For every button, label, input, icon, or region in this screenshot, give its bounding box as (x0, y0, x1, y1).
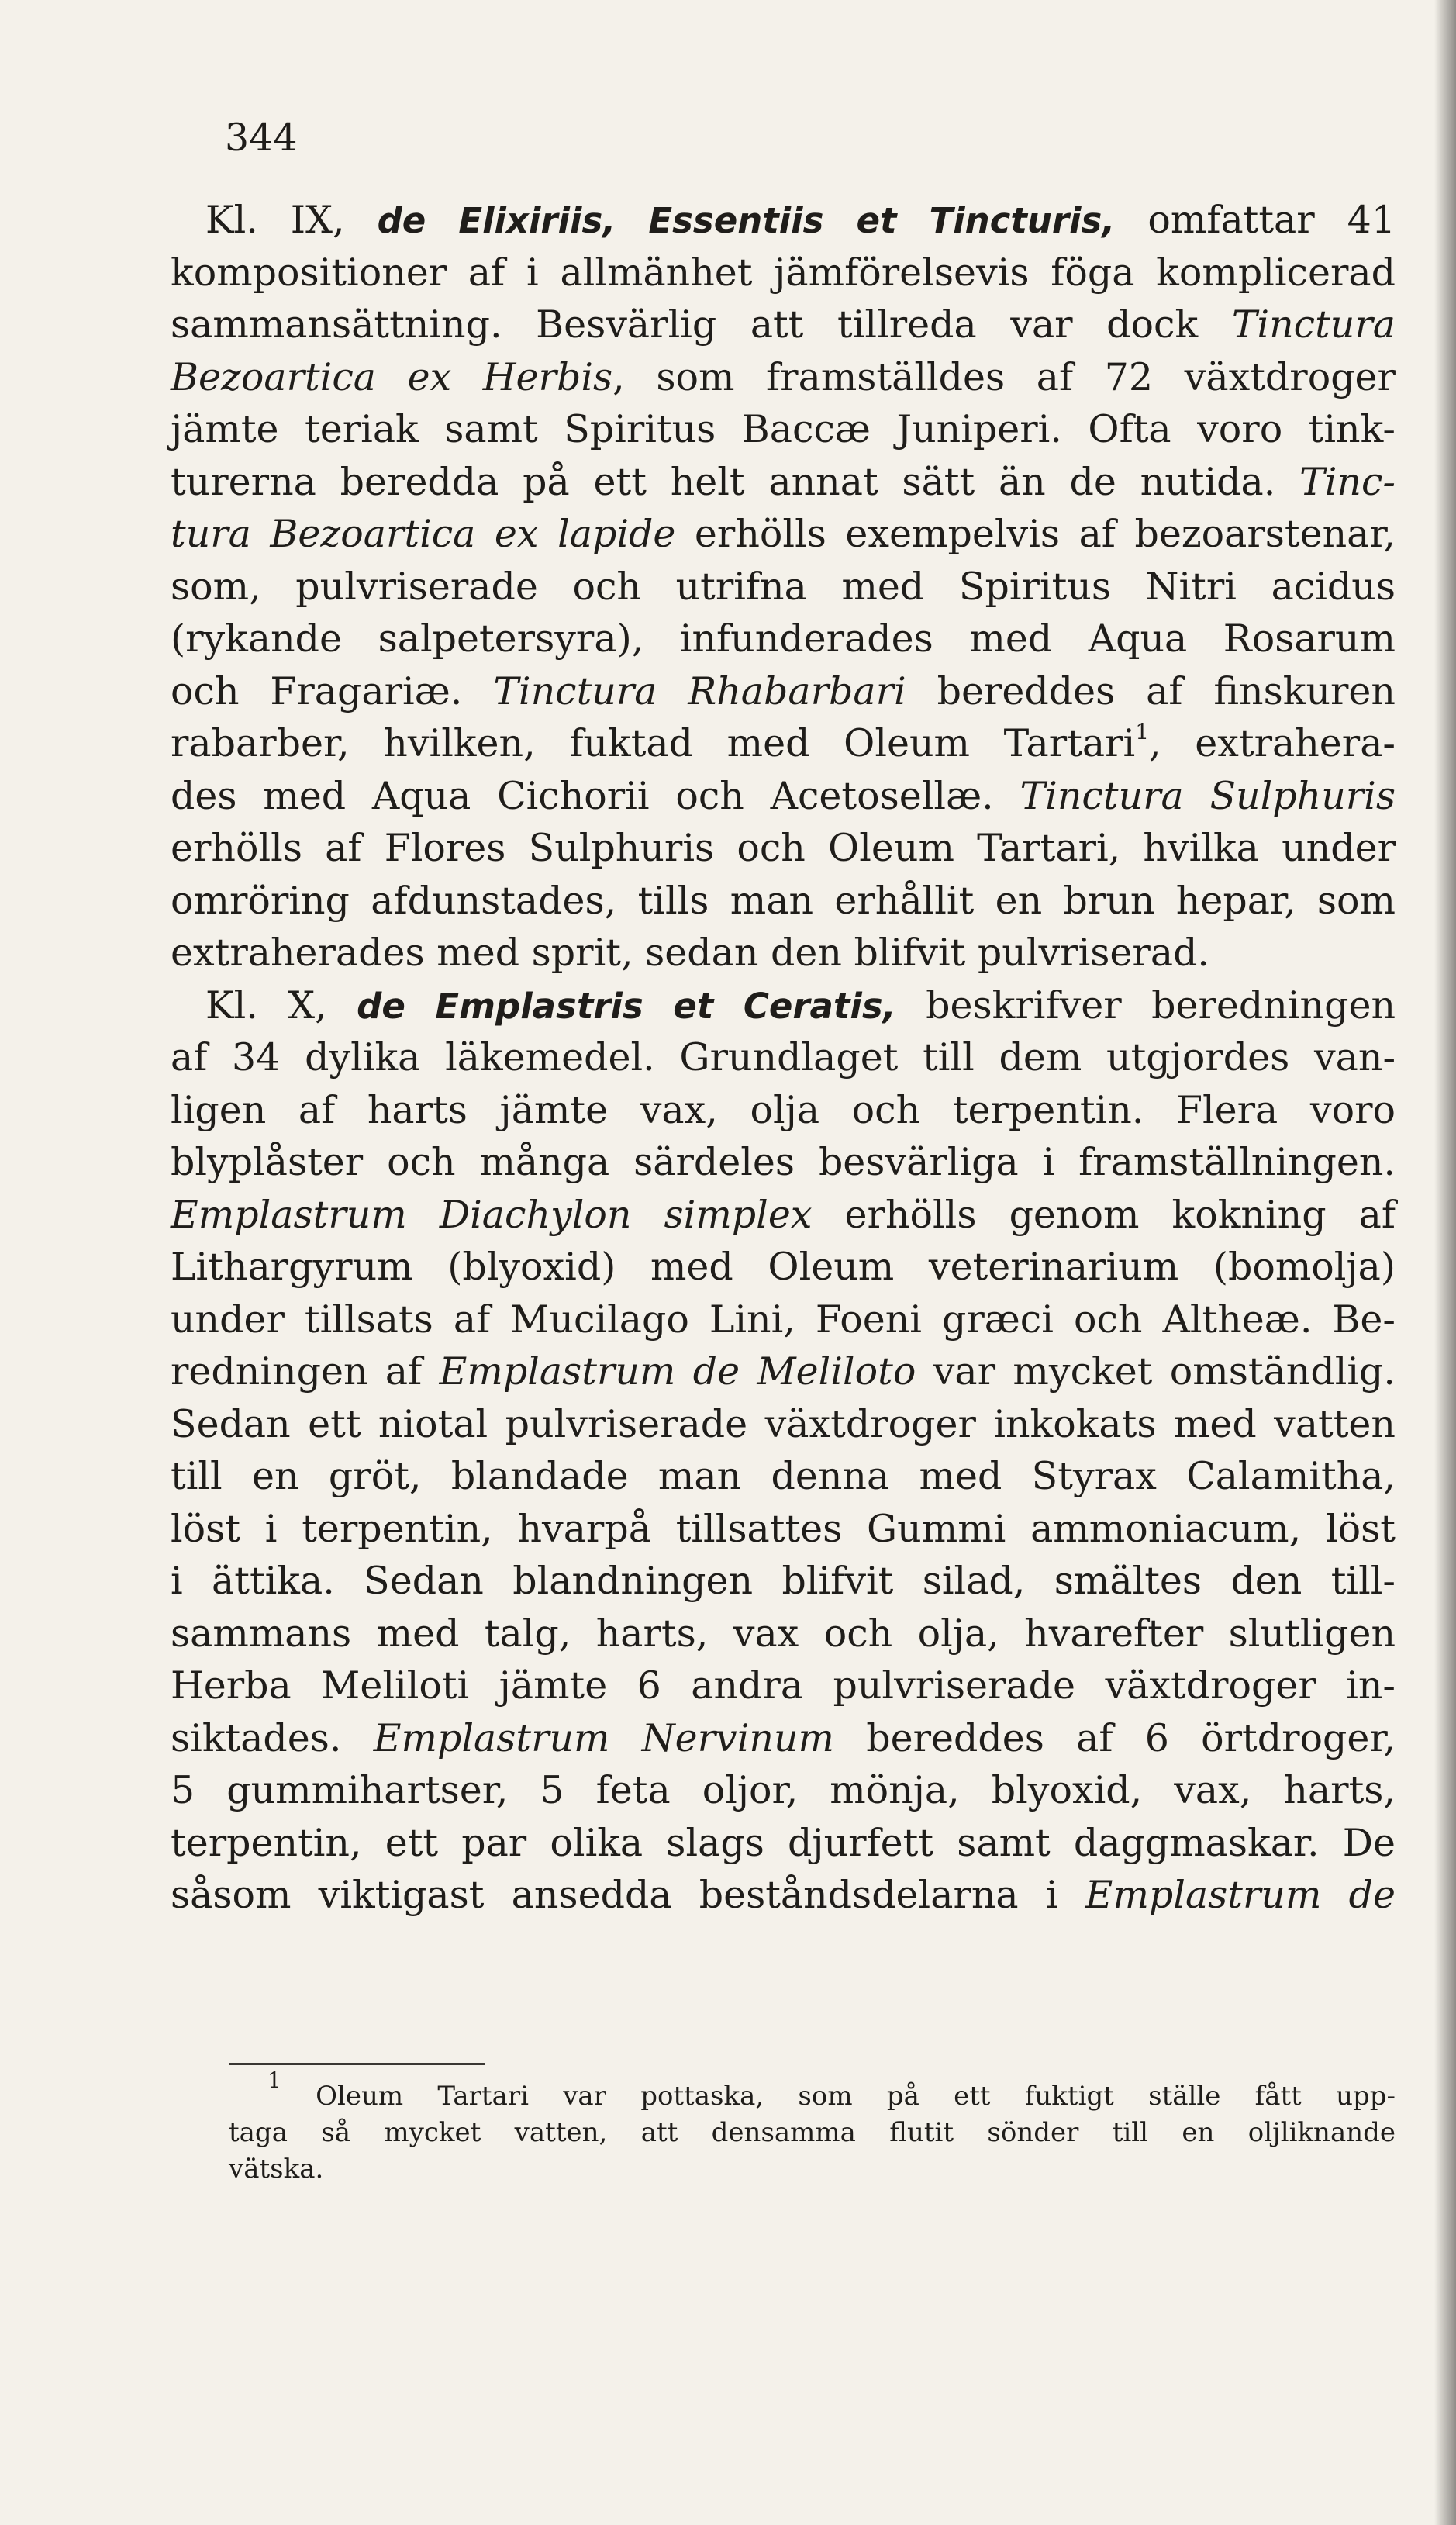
text-run: löst i terpentin, hvarpå tillsattes Gummi ammoniacum, löst (171, 1506, 1396, 1551)
text-run: af 34 dylika läkemedel. Grundlaget till dem utgjordes van- (171, 1035, 1396, 1079)
italic-run: Tinctura (1231, 302, 1396, 347)
text-run: Lithargyrum (blyoxid) med Oleum veterinarium (bomolja) (171, 1245, 1396, 1289)
text-run: till en gröt, blandade man denna med Styrax Calamitha, (171, 1454, 1396, 1498)
italic-run: Tinctura Sulphuris (1020, 773, 1396, 818)
text-line (171, 717, 1396, 770)
text-run: bereddes af 6 örtdroger, (833, 1715, 1396, 1760)
text-run: , som framställdes af 72 växtdroger (612, 354, 1396, 399)
text-line (171, 561, 1396, 613)
text-line (171, 194, 1396, 247)
text-run: vätska. (229, 2154, 324, 2185)
text-run: i ättika. Sedan blandningen blifvit silad, smältes den till- (171, 1559, 1396, 1603)
text-run: taga så mycket vatten, att densamma flutit sönder till en oljliknande (229, 2117, 1396, 2148)
text-line (171, 875, 1396, 927)
text-run: Sedan ett niotal pulvriserade växtdroger inkokats med vatten (171, 1401, 1396, 1446)
text-line (171, 1031, 1396, 1084)
text-line (171, 1503, 1396, 1556)
text-run: omröring afdunstades, tills man erhållit en brun hepar, som (171, 878, 1396, 923)
text-run: jämte teriak samt Spiritus Baccæ Juniperi. Ofta voro tink- (171, 407, 1396, 451)
text-line (171, 299, 1396, 351)
text-line (171, 613, 1396, 665)
text-line (171, 770, 1396, 823)
text-line (171, 1660, 1396, 1712)
text-line (171, 979, 1396, 1032)
footnote-marker: 1 (1135, 719, 1150, 744)
text-line (171, 665, 1396, 718)
text-run: och Fragariæ. (171, 668, 494, 713)
text-run: rabarber, hvilken, fuktad med Oleum Tartari (171, 721, 1136, 765)
text-run: 5 gummihartser, 5 feta oljor, mönja, blyoxid, vax, harts, (171, 1768, 1396, 1812)
text-line (171, 1241, 1396, 1294)
text-line (171, 1294, 1396, 1346)
text-line (171, 1764, 1396, 1817)
text-line (171, 1712, 1396, 1765)
text-run: kompositioner af i allmänhet jämförelsevis föga komplicerad (171, 250, 1396, 295)
text-line (171, 1555, 1396, 1608)
text-line (171, 1450, 1396, 1503)
text-run: ligen af harts jämte vax, olja och terpentin. Flera voro (171, 1087, 1396, 1132)
text-line (171, 1136, 1396, 1189)
text-line (171, 822, 1396, 875)
text-run: sammansättning. Besvärlig att tillreda var dock (171, 302, 1232, 347)
text-run: erhölls exempelvis af bezoarstenar, (675, 512, 1396, 556)
italic-run: Bezoartica ex Herbis (171, 354, 613, 399)
text-run: redningen af (171, 1349, 440, 1394)
text-line (171, 1398, 1396, 1451)
text-run: terpentin, ett par olika slags djurfett samt daggmaskar. De (171, 1820, 1396, 1865)
text-line (171, 508, 1396, 561)
italic-run: de Emplastris et Ceratis, (357, 985, 896, 1027)
page-number: 344 (225, 116, 298, 160)
text-run: omfattar 41 (1115, 198, 1396, 242)
text-line (171, 456, 1396, 509)
text-line (171, 1345, 1396, 1398)
body-text (171, 194, 1396, 1922)
text-run: bereddes af finskuren (906, 668, 1396, 713)
text-run: sammans med talg, harts, vax och olja, hvarefter slutligen (171, 1611, 1396, 1656)
text-run: (rykande salpetersyra), infunderades med Aqua Rosarum (171, 617, 1396, 661)
text-run: som, pulvriserade och utrifna med Spiritus Nitri acidus (171, 564, 1396, 609)
italic-run: Tinc- (1299, 459, 1396, 504)
text-line (171, 1817, 1396, 1870)
footnote (229, 2067, 1396, 2188)
italic-run: Emplastrum Nervinum (373, 1715, 834, 1760)
text-line (171, 1869, 1396, 1922)
text-run: under tillsats af Mucilago Lini, Foeni græci och Altheæ. Be- (171, 1297, 1396, 1342)
text-line (171, 927, 1396, 979)
italic-run: Emplastrum de Meliloto (439, 1349, 916, 1394)
text-line (171, 351, 1396, 404)
text-run: des med Aqua Cichorii och Acetosellæ. (171, 773, 1020, 818)
text-line (171, 247, 1396, 299)
text-line (171, 1189, 1396, 1242)
italic-run: Emplastrum Diachylon simplex (171, 1192, 813, 1237)
text-run: Kl. X, (205, 983, 357, 1028)
italic-run: Tinctura Rhabarbari (493, 668, 906, 713)
text-run: beskrifver beredningen (895, 983, 1396, 1028)
italic-run: tura Bezoartica ex lapide (171, 512, 676, 556)
text-line (171, 1084, 1396, 1137)
footnote-line (229, 2067, 1396, 2115)
text-run: erhölls genom kokning af (812, 1192, 1396, 1237)
italic-run: Emplastrum de (1085, 1873, 1396, 1917)
footnote-marker: 1 (267, 2067, 281, 2093)
text-run: , extrahera- (1149, 721, 1396, 765)
text-line (171, 1608, 1396, 1660)
page-edge-shadow (1434, 0, 1456, 2525)
text-run: extraherades med sprit, sedan den blifvit pulvriserad. (171, 931, 1210, 975)
text-run: Herba Meliloti jämte 6 andra pulvriserade växtdroger in- (171, 1663, 1396, 1708)
text-run: blyplåster och många särdeles besvärliga i framställningen. (171, 1140, 1396, 1184)
text-run: erhölls af Flores Sulphuris och Oleum Tartari, hvilka under (171, 826, 1396, 870)
footnote-line (229, 2115, 1396, 2151)
text-run: siktades. (171, 1715, 374, 1760)
text-run: Kl. IX, (205, 198, 378, 242)
italic-run: de Elixiriis, Essentiis et Tincturis, (377, 200, 1116, 241)
text-line (171, 403, 1396, 456)
footnote-line (229, 2151, 1396, 2188)
footnote-rule (229, 2063, 485, 2065)
text-run: Oleum Tartari var pottaska, som på ett fuktigt ställe fått upp- (281, 2081, 1396, 2112)
text-run: turerna beredda på ett helt annat sätt än de nutida. (171, 459, 1300, 504)
text-run: såsom viktigast ansedda beståndsdelarna i (171, 1873, 1085, 1917)
text-run: var mycket omständlig. (916, 1349, 1396, 1394)
